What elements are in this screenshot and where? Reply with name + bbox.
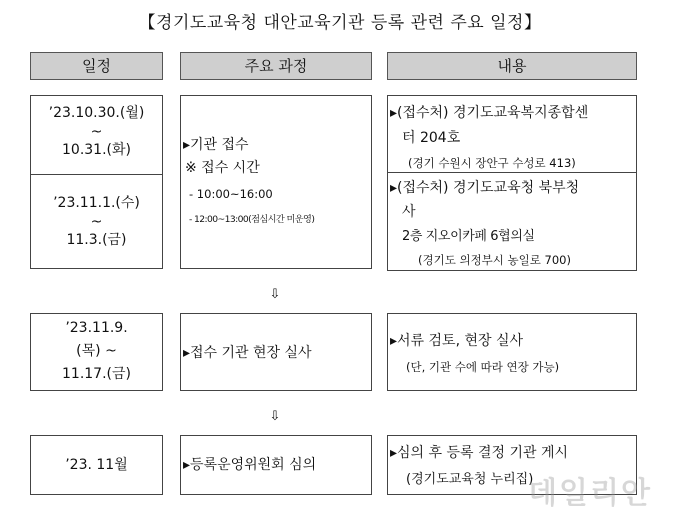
row1-process-title: ▸기관 접수 (183, 137, 249, 153)
row3-date: ’23. 11월 (65, 457, 128, 473)
row1-content-a (387, 95, 637, 173)
row1-content-b-line1: ▸(접수처) 경기도교육청 북부청 (390, 180, 580, 196)
document-title: 【경기도교육청 대안교육기관 등록 관련 주요 일정】 (138, 13, 542, 33)
row3-process-box (180, 435, 372, 495)
down-arrow-icon: ⇩ (269, 287, 281, 302)
header-content: 내용 (387, 52, 637, 80)
row1-date-a: ’23.10.30.(월) ~ 10.31.(화) (48, 105, 145, 158)
row1-process-box (180, 95, 372, 269)
row1-process-note: ※ 접수 시간 (185, 160, 260, 176)
row1-content-a-line3: (경기 수원시 장안구 수성로 413) (408, 156, 576, 170)
row1-date-divider (31, 174, 162, 175)
row2-content-line2: (단, 기관 수에 따라 연장 가능) (406, 360, 560, 374)
row1-content-b (387, 172, 637, 271)
row2-process-box (180, 313, 372, 391)
row1-date-b: ’23.11.1.(수) ~ 11.3.(금) (53, 195, 140, 248)
row1-content-b-line2: 사 (402, 204, 416, 220)
row3-content-line1: ▸심의 후 등록 결정 기관 게시 (390, 445, 569, 461)
watermark-logo: 데일리안 (528, 476, 652, 511)
header-process: 주요 과정 (180, 52, 372, 80)
row2-date: ’23.11.9. (목) ~ 11.17.(금) (62, 320, 131, 382)
row2-date-box (30, 313, 163, 391)
row1-date-box (30, 95, 163, 269)
row3-content-line2: (경기도교육청 누리집) (406, 472, 534, 487)
row1-content-b-line4: (경기도 의정부시 농일로 700) (418, 253, 571, 267)
row3-date-box (30, 435, 163, 495)
row1-time-1: - 10:00~16:00 (189, 187, 273, 201)
row1-time-2: - 12:00~13:00(점심시간 미운영) (189, 214, 315, 225)
down-arrow-icon: ⇩ (269, 409, 281, 424)
row1-content-b-line3: 2층 지오이카페 6협의실 (402, 229, 535, 244)
row1-content-a-line2: 터 204호 (402, 130, 461, 146)
row2-content-line1: ▸서류 검토, 현장 실사 (390, 333, 524, 349)
row3-process: ▸등록운영위원회 심의 (183, 457, 317, 473)
row1-content-a-line1: ▸(접수처) 경기도교육복지종합센 (390, 105, 589, 121)
row2-process: ▸접수 기관 현장 실사 (183, 345, 312, 361)
header-schedule: 일정 (30, 52, 163, 80)
row2-content-box (387, 313, 637, 391)
